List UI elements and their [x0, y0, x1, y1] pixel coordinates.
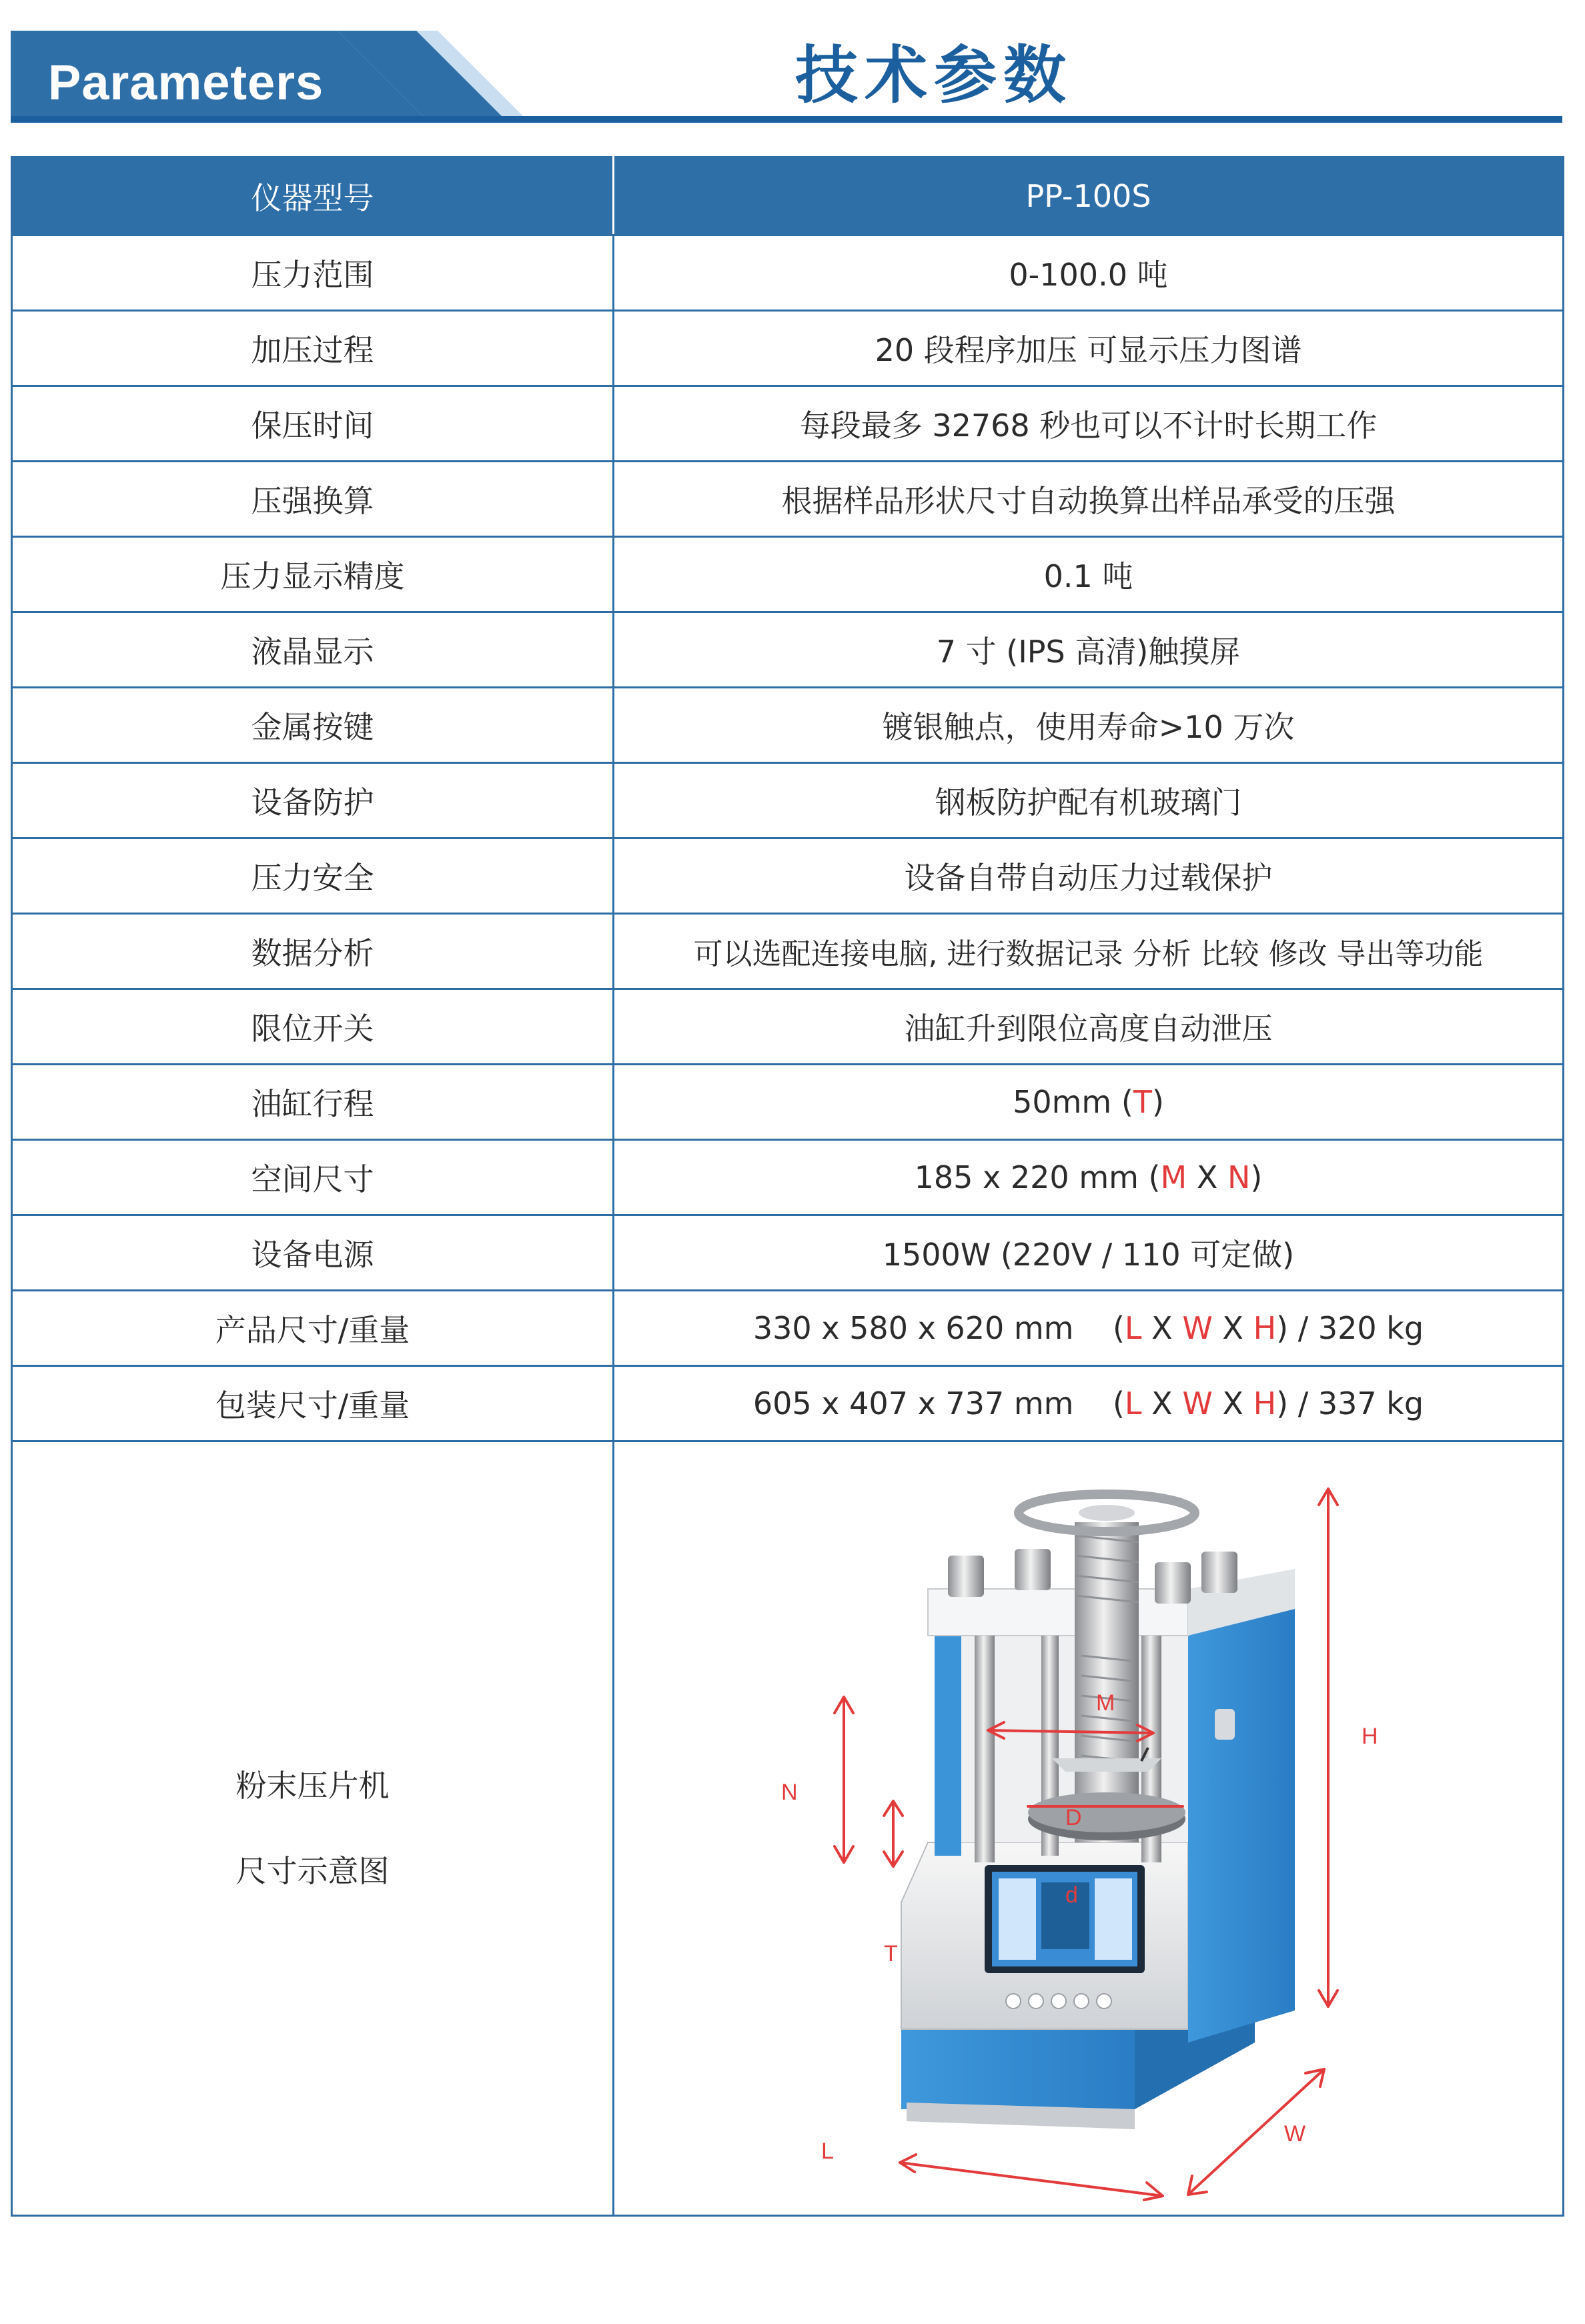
header-label: 仪器型号 — [12, 157, 614, 235]
value-marker-n: N — [1227, 1159, 1251, 1195]
row-label: 油缸行程 — [12, 1065, 614, 1140]
dim-label-l: L — [821, 2139, 834, 2164]
row-value: 可以选配连接电脑, 进行数据记录 分析 比较 修改 导出等功能 — [614, 914, 1564, 989]
table-row — [12, 235, 1564, 311]
dim-label-d-lower: d — [1065, 1882, 1078, 1908]
table-row-package — [12, 1366, 1564, 1441]
row-label: 保压时间 — [12, 386, 614, 462]
value-text: X — [1141, 1385, 1183, 1421]
value-marker-w: W — [1182, 1310, 1213, 1346]
row-value: 镀银触点，使用寿命>10 万次 — [614, 688, 1564, 763]
diagram-label-line1: 粉末压片机 — [235, 1768, 390, 1804]
diagram-label-cell — [12, 1441, 614, 2216]
row-label: 压力范围 — [12, 235, 614, 311]
diagram-image-cell — [614, 1441, 1564, 2216]
row-value: 0.1 吨 — [614, 537, 1564, 612]
row-label: 限位开关 — [12, 989, 614, 1065]
value-text: 605 x 407 x 737 mm ( — [752, 1385, 1125, 1421]
row-value: 0-100.0 吨 — [614, 235, 1564, 311]
table-row — [12, 838, 1564, 914]
table-row — [12, 311, 1564, 386]
row-value — [614, 1140, 1564, 1215]
value-text: ) / 320 kg — [1276, 1310, 1424, 1346]
row-label: 压力安全 — [12, 838, 614, 914]
diagram-label-line2: 尺寸示意图 — [235, 1853, 390, 1889]
row-value — [614, 1366, 1564, 1441]
dim-label-d-upper: D — [1065, 1805, 1082, 1830]
value-marker-h: H — [1253, 1310, 1277, 1346]
table-row-space — [12, 1140, 1564, 1215]
table-row-stroke — [12, 1065, 1564, 1140]
row-label: 加压过程 — [12, 311, 614, 386]
row-label: 空间尺寸 — [12, 1140, 614, 1215]
value-text: 185 x 220 mm ( — [914, 1159, 1161, 1195]
table-row — [12, 462, 1564, 537]
press-machine-illustration — [614, 1442, 1564, 2215]
dim-label-n: N — [781, 1780, 798, 1805]
dim-label-h: H — [1362, 1724, 1378, 1749]
row-label: 包装尺寸/重量 — [12, 1366, 614, 1441]
value-marker-t: T — [1133, 1084, 1152, 1120]
row-label: 产品尺寸/重量 — [12, 1291, 614, 1366]
table-row-product — [12, 1291, 1564, 1366]
row-value: 7 寸 (IPS 高清)触摸屏 — [614, 612, 1564, 688]
value-text: ) / 337 kg — [1276, 1385, 1424, 1421]
value-text: X — [1212, 1385, 1253, 1421]
dim-label-w: W — [1284, 2121, 1306, 2147]
row-value: 根据样品形状尺寸自动换算出样品承受的压强 — [614, 462, 1564, 537]
row-value: 钢板防护配有机玻璃门 — [614, 763, 1564, 838]
table-header-row — [12, 157, 1564, 235]
value-marker-w: W — [1182, 1385, 1213, 1421]
table-row — [12, 989, 1564, 1065]
table-row — [12, 537, 1564, 612]
value-text: X — [1187, 1159, 1227, 1195]
banner-title-cn: 技术参数 — [795, 39, 1073, 112]
row-label: 压强换算 — [12, 462, 614, 537]
value-text: 330 x 580 x 620 mm ( — [752, 1310, 1125, 1346]
row-value — [614, 1065, 1564, 1140]
table-row-power — [12, 1215, 1564, 1291]
value-marker-m: M — [1160, 1159, 1187, 1195]
table-row — [12, 612, 1564, 688]
table-row — [12, 914, 1564, 989]
row-value: 20 段程序加压 可显示压力图谱 — [614, 311, 1564, 386]
value-text: ) — [1151, 1084, 1164, 1120]
value-text: X — [1141, 1310, 1183, 1346]
value-marker-h: H — [1253, 1385, 1277, 1421]
value-marker-l: L — [1124, 1310, 1142, 1346]
header-value: PP-100S — [614, 157, 1564, 235]
value-marker-l: L — [1124, 1385, 1142, 1421]
value-text: ) — [1250, 1159, 1263, 1195]
row-label: 压力显示精度 — [12, 537, 614, 612]
row-value — [614, 1291, 1564, 1366]
row-label: 液晶显示 — [12, 612, 614, 688]
table-row — [12, 386, 1564, 462]
row-label: 设备电源 — [12, 1215, 614, 1291]
row-value: 1500W (220V / 110 可定做) — [614, 1215, 1564, 1291]
parameters-table — [11, 156, 1564, 2217]
value-text: 50mm ( — [1013, 1084, 1133, 1120]
row-label: 金属按键 — [12, 688, 614, 763]
row-value: 设备自带自动压力过载保护 — [614, 838, 1564, 914]
dim-label-m: M — [1096, 1690, 1115, 1716]
table-row — [12, 763, 1564, 838]
banner-title-en: Parameters — [48, 55, 324, 110]
row-label: 数据分析 — [12, 914, 614, 989]
row-value: 油缸升到限位高度自动泄压 — [614, 989, 1564, 1065]
press-diagram — [614, 1442, 1562, 2215]
dim-label-t: T — [884, 1941, 898, 1966]
table-row — [12, 688, 1564, 763]
value-text: X — [1212, 1310, 1253, 1346]
table-row-diagram — [12, 1441, 1564, 2216]
row-label: 设备防护 — [12, 763, 614, 838]
row-value: 每段最多 32768 秒也可以不计时长期工作 — [614, 386, 1564, 462]
